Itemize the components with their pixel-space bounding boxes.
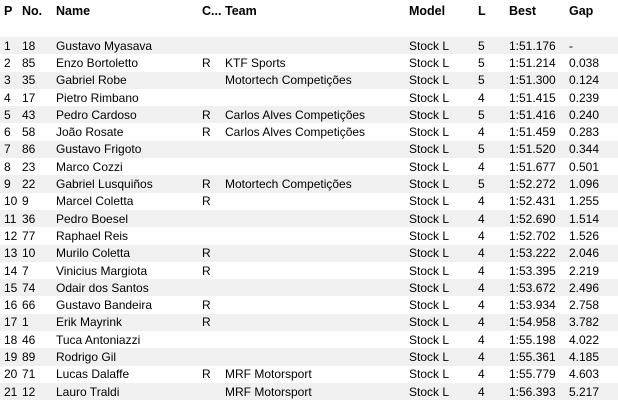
column-header-no: No. xyxy=(22,4,43,18)
cell-laps: 4 xyxy=(478,296,509,313)
cell-team xyxy=(225,331,409,348)
cell-car-number: 74 xyxy=(22,279,56,296)
cell-class xyxy=(202,210,225,227)
cell-best-lap: 1:51.677 xyxy=(509,158,569,175)
cell-position: 13 xyxy=(0,245,22,262)
table-row xyxy=(0,262,618,279)
cell-class xyxy=(202,37,225,54)
cell-car-number: 7 xyxy=(22,262,56,279)
cell-car-number: 36 xyxy=(22,210,56,227)
cell-car-number: 46 xyxy=(22,331,56,348)
cell-best-lap: 1:51.176 xyxy=(509,37,569,54)
cell-driver-name: Enzo Bortoletto xyxy=(56,54,202,71)
cell-best-lap: 1:52.702 xyxy=(509,227,569,244)
cell-laps: 4 xyxy=(478,123,509,140)
cell-best-lap: 1:51.214 xyxy=(509,54,569,71)
cell-driver-name: Tuca Antoniazzi xyxy=(56,331,202,348)
column-header-name: Name xyxy=(56,4,91,18)
table-row xyxy=(0,141,618,158)
cell-car-number: 1 xyxy=(22,314,56,331)
table-row xyxy=(0,175,618,192)
cell-position: 11 xyxy=(0,210,22,227)
cell-driver-name: Pedro Cardoso xyxy=(56,106,202,123)
cell-driver-name: Rodrigo Gil xyxy=(56,348,202,365)
cell-position: 19 xyxy=(0,348,22,365)
cell-model: Stock L xyxy=(409,314,478,331)
cell-gap: 4.185 xyxy=(569,348,618,365)
cell-best-lap: 1:51.459 xyxy=(509,123,569,140)
cell-class: R xyxy=(202,193,225,210)
cell-model: Stock L xyxy=(409,54,478,71)
cell-laps: 4 xyxy=(478,348,509,365)
cell-class: R xyxy=(202,175,225,192)
cell-class xyxy=(202,72,225,89)
cell-laps: 4 xyxy=(478,227,509,244)
table-row xyxy=(0,296,618,313)
cell-car-number: 35 xyxy=(22,72,56,89)
cell-driver-name: Odair dos Santos xyxy=(56,279,202,296)
cell-best-lap: 1:53.672 xyxy=(509,279,569,296)
cell-team: Carlos Alves Competições xyxy=(225,123,409,140)
cell-car-number: 22 xyxy=(22,175,56,192)
cell-best-lap: 1:51.415 xyxy=(509,89,569,106)
cell-position: 16 xyxy=(0,296,22,313)
cell-position: 5 xyxy=(0,106,22,123)
cell-best-lap: 1:55.779 xyxy=(509,366,569,383)
cell-driver-name: Vinicius Margiota xyxy=(56,262,202,279)
cell-position: 17 xyxy=(0,314,22,331)
cell-gap: 4.603 xyxy=(569,366,618,383)
cell-laps: 5 xyxy=(478,175,509,192)
cell-gap: 1.526 xyxy=(569,227,618,244)
cell-gap: 1.096 xyxy=(569,175,618,192)
cell-team xyxy=(225,245,409,262)
cell-team xyxy=(225,37,409,54)
cell-gap: 2.219 xyxy=(569,262,618,279)
cell-position: 14 xyxy=(0,262,22,279)
cell-gap: 0.124 xyxy=(569,72,618,89)
cell-position: 12 xyxy=(0,227,22,244)
cell-position: 2 xyxy=(0,54,22,71)
cell-laps: 5 xyxy=(478,37,509,54)
cell-driver-name: Lucas Dalaffe xyxy=(56,366,202,383)
cell-class xyxy=(202,348,225,365)
cell-model: Stock L xyxy=(409,89,478,106)
cell-laps: 4 xyxy=(478,366,509,383)
cell-best-lap: 1:51.300 xyxy=(509,72,569,89)
cell-best-lap: 1:54.958 xyxy=(509,314,569,331)
table-row xyxy=(0,123,618,140)
cell-best-lap: 1:56.393 xyxy=(509,383,569,400)
cell-driver-name: Gabriel Robe xyxy=(56,72,202,89)
cell-laps: 5 xyxy=(478,141,509,158)
header-spacer xyxy=(0,22,618,37)
header-row xyxy=(0,0,618,22)
cell-gap: 0.344 xyxy=(569,141,618,158)
cell-model: Stock L xyxy=(409,106,478,123)
cell-car-number: 43 xyxy=(22,106,56,123)
cell-best-lap: 1:53.222 xyxy=(509,245,569,262)
results-body xyxy=(0,22,618,400)
cell-position: 21 xyxy=(0,383,22,400)
cell-model: Stock L xyxy=(409,158,478,175)
cell-class: R xyxy=(202,296,225,313)
cell-team: MRF Motorsport xyxy=(225,366,409,383)
cell-model: Stock L xyxy=(409,348,478,365)
cell-team xyxy=(225,193,409,210)
cell-driver-name: Marco Cozzi xyxy=(56,158,202,175)
cell-best-lap: 1:55.361 xyxy=(509,348,569,365)
cell-class xyxy=(202,158,225,175)
column-header-pos: P xyxy=(4,4,13,18)
column-header-laps: L xyxy=(478,4,486,18)
cell-model: Stock L xyxy=(409,331,478,348)
table-row xyxy=(0,37,618,54)
cell-car-number: 17 xyxy=(22,89,56,106)
cell-team: MRF Motorsport xyxy=(225,383,409,400)
cell-team: KTF Sports xyxy=(225,54,409,71)
cell-model: Stock L xyxy=(409,296,478,313)
cell-driver-name: Pietro Rimbano xyxy=(56,89,202,106)
cell-team xyxy=(225,262,409,279)
cell-gap: 1.255 xyxy=(569,193,618,210)
cell-driver-name: Pedro Boesel xyxy=(56,210,202,227)
cell-class: R xyxy=(202,314,225,331)
table-row xyxy=(0,245,618,262)
cell-model: Stock L xyxy=(409,193,478,210)
cell-class xyxy=(202,227,225,244)
cell-class xyxy=(202,383,225,400)
cell-position: 6 xyxy=(0,123,22,140)
cell-model: Stock L xyxy=(409,383,478,400)
cell-team: Carlos Alves Competições xyxy=(225,106,409,123)
cell-gap: 1.514 xyxy=(569,210,618,227)
cell-model: Stock L xyxy=(409,37,478,54)
cell-laps: 4 xyxy=(478,279,509,296)
cell-class xyxy=(202,141,225,158)
cell-car-number: 58 xyxy=(22,123,56,140)
cell-laps: 4 xyxy=(478,158,509,175)
cell-class: R xyxy=(202,54,225,71)
cell-driver-name: Erik Mayrink xyxy=(56,314,202,331)
cell-gap: 0.283 xyxy=(569,123,618,140)
cell-position: 18 xyxy=(0,331,22,348)
cell-team xyxy=(225,210,409,227)
table-row xyxy=(0,158,618,175)
cell-laps: 5 xyxy=(478,106,509,123)
cell-team xyxy=(225,314,409,331)
cell-class xyxy=(202,331,225,348)
table-row xyxy=(0,210,618,227)
cell-car-number: 9 xyxy=(22,193,56,210)
cell-car-number: 85 xyxy=(22,54,56,71)
cell-car-number: 12 xyxy=(22,383,56,400)
cell-laps: 4 xyxy=(478,245,509,262)
table-row xyxy=(0,279,618,296)
cell-position: 20 xyxy=(0,366,22,383)
table-row xyxy=(0,106,618,123)
cell-best-lap: 1:52.690 xyxy=(509,210,569,227)
cell-class: R xyxy=(202,245,225,262)
cell-model: Stock L xyxy=(409,210,478,227)
cell-team xyxy=(225,348,409,365)
cell-model: Stock L xyxy=(409,227,478,244)
cell-class xyxy=(202,279,225,296)
cell-laps: 5 xyxy=(478,54,509,71)
cell-gap: 3.782 xyxy=(569,314,618,331)
cell-car-number: 10 xyxy=(22,245,56,262)
cell-driver-name: Murilo Coletta xyxy=(56,245,202,262)
cell-car-number: 18 xyxy=(22,37,56,54)
cell-best-lap: 1:51.520 xyxy=(509,141,569,158)
cell-gap: 4.022 xyxy=(569,331,618,348)
table-row xyxy=(0,72,618,89)
cell-best-lap: 1:52.272 xyxy=(509,175,569,192)
cell-class: R xyxy=(202,106,225,123)
cell-team: Motortech Competições xyxy=(225,72,409,89)
cell-model: Stock L xyxy=(409,245,478,262)
cell-class: R xyxy=(202,262,225,279)
cell-best-lap: 1:52.431 xyxy=(509,193,569,210)
cell-driver-name: Marcel Coletta xyxy=(56,193,202,210)
table-row xyxy=(0,89,618,106)
table-row xyxy=(0,366,618,383)
cell-car-number: 66 xyxy=(22,296,56,313)
cell-model: Stock L xyxy=(409,366,478,383)
cell-gap: 2.046 xyxy=(569,245,618,262)
cell-driver-name: Lauro Traldi xyxy=(56,383,202,400)
cell-position: 8 xyxy=(0,158,22,175)
table-row xyxy=(0,54,618,71)
column-header-class: C... xyxy=(202,4,222,18)
cell-car-number: 23 xyxy=(22,158,56,175)
cell-position: 15 xyxy=(0,279,22,296)
cell-car-number: 86 xyxy=(22,141,56,158)
cell-team xyxy=(225,141,409,158)
table-row xyxy=(0,227,618,244)
cell-position: 10 xyxy=(0,193,22,210)
cell-gap: 0.501 xyxy=(569,158,618,175)
cell-team xyxy=(225,89,409,106)
cell-laps: 5 xyxy=(478,72,509,89)
cell-position: 9 xyxy=(0,175,22,192)
cell-laps: 4 xyxy=(478,210,509,227)
cell-team xyxy=(225,279,409,296)
table-row xyxy=(0,331,618,348)
table-row xyxy=(0,193,618,210)
cell-best-lap: 1:51.416 xyxy=(509,106,569,123)
cell-gap: 0.239 xyxy=(569,89,618,106)
cell-class: R xyxy=(202,123,225,140)
table-row xyxy=(0,383,618,400)
table-row xyxy=(0,348,618,365)
cell-driver-name: Gustavo Bandeira xyxy=(56,296,202,313)
cell-class xyxy=(202,89,225,106)
cell-model: Stock L xyxy=(409,141,478,158)
cell-laps: 4 xyxy=(478,331,509,348)
cell-gap: 0.038 xyxy=(569,54,618,71)
cell-laps: 4 xyxy=(478,314,509,331)
cell-team xyxy=(225,158,409,175)
cell-team xyxy=(225,227,409,244)
cell-position: 7 xyxy=(0,141,22,158)
cell-gap: 2.758 xyxy=(569,296,618,313)
cell-model: Stock L xyxy=(409,123,478,140)
cell-position: 1 xyxy=(0,37,22,54)
cell-driver-name: Gabriel Lusquiños xyxy=(56,175,202,192)
cell-position: 4 xyxy=(0,89,22,106)
cell-gap: - xyxy=(569,37,618,54)
cell-best-lap: 1:53.934 xyxy=(509,296,569,313)
cell-model: Stock L xyxy=(409,175,478,192)
column-header-team: Team xyxy=(225,4,257,18)
cell-car-number: 89 xyxy=(22,348,56,365)
cell-gap: 2.496 xyxy=(569,279,618,296)
cell-driver-name: João Rosate xyxy=(56,123,202,140)
cell-driver-name: Gustavo Myasava xyxy=(56,37,202,54)
cell-best-lap: 1:55.198 xyxy=(509,331,569,348)
cell-laps: 4 xyxy=(478,193,509,210)
cell-driver-name: Raphael Reis xyxy=(56,227,202,244)
cell-car-number: 77 xyxy=(22,227,56,244)
cell-position: 3 xyxy=(0,72,22,89)
cell-team: Motortech Competições xyxy=(225,175,409,192)
cell-laps: 4 xyxy=(478,89,509,106)
column-header-best: Best xyxy=(509,4,537,18)
cell-model: Stock L xyxy=(409,72,478,89)
cell-driver-name: Gustavo Frigoto xyxy=(56,141,202,158)
cell-team xyxy=(225,296,409,313)
column-header-model: Model xyxy=(409,4,446,18)
cell-best-lap: 1:53.395 xyxy=(509,262,569,279)
cell-model: Stock L xyxy=(409,279,478,296)
cell-class: R xyxy=(202,366,225,383)
column-header-gap: Gap xyxy=(569,4,594,18)
table-row xyxy=(0,314,618,331)
cell-gap: 0.240 xyxy=(569,106,618,123)
cell-model: Stock L xyxy=(409,262,478,279)
cell-car-number: 71 xyxy=(22,366,56,383)
cell-gap: 5.217 xyxy=(569,383,618,400)
cell-laps: 4 xyxy=(478,262,509,279)
cell-laps: 4 xyxy=(478,383,509,400)
